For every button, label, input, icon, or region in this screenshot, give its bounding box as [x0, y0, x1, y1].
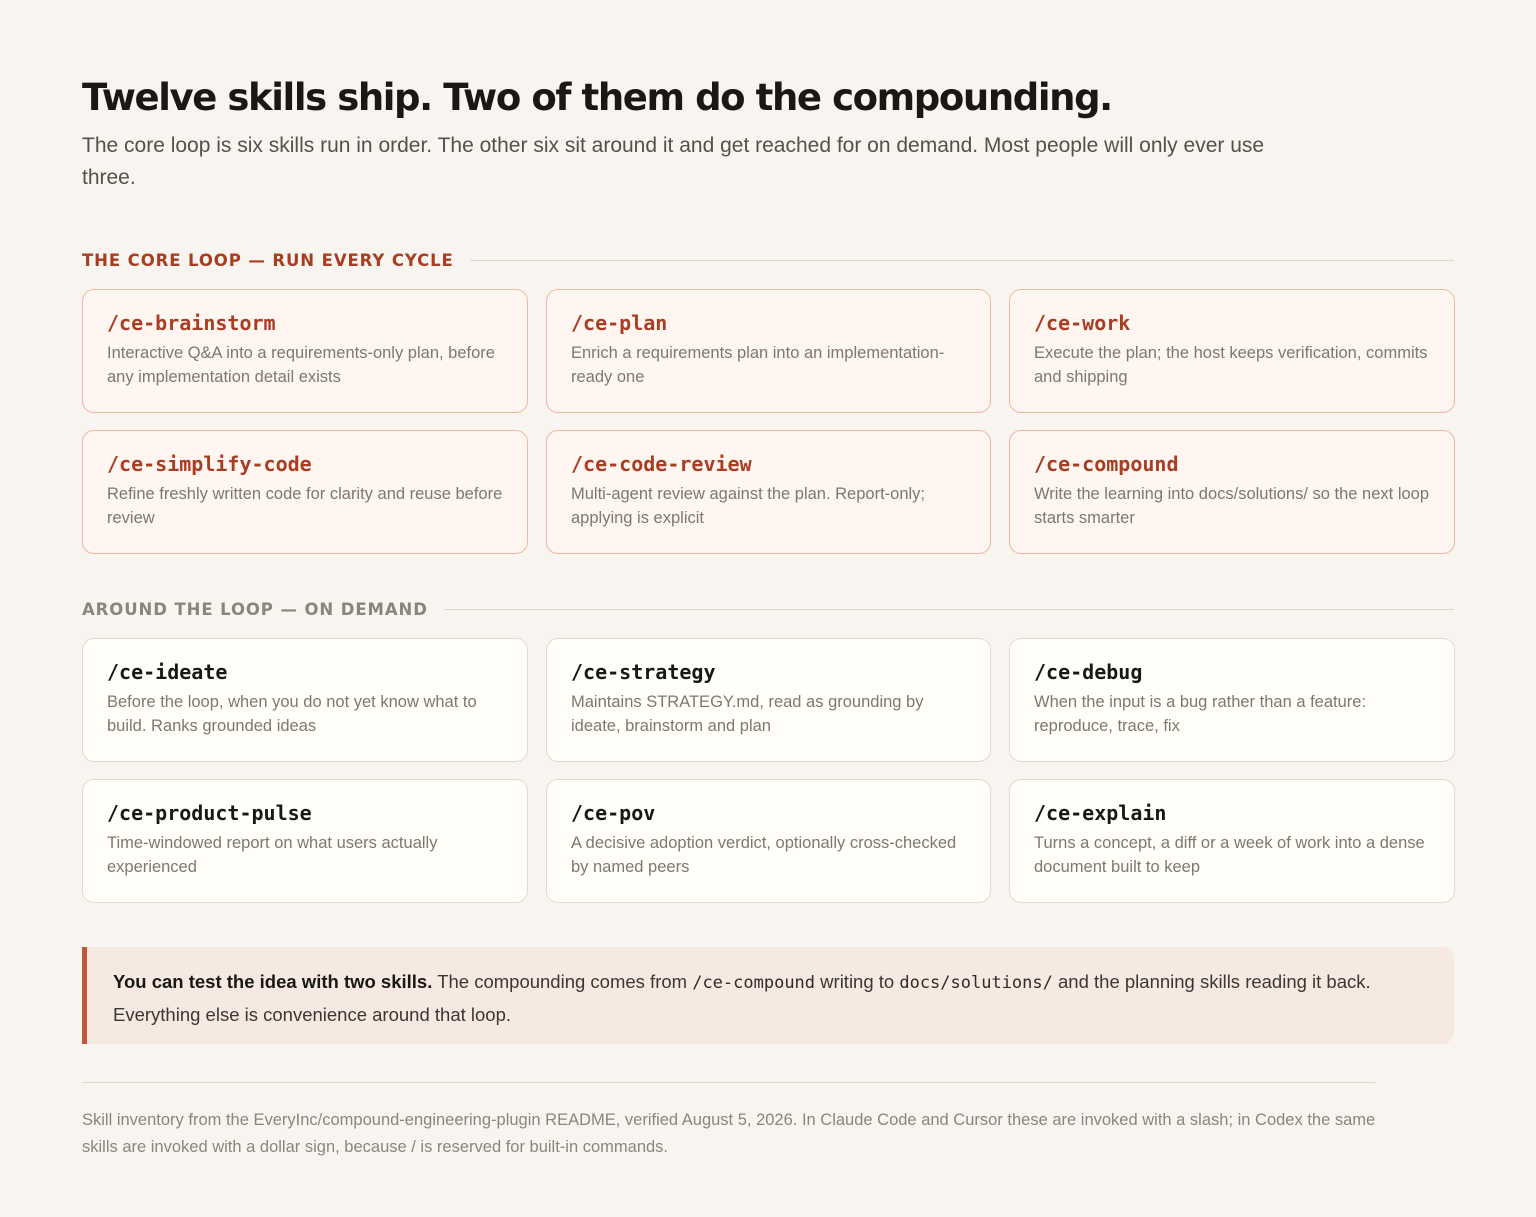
section-divider — [470, 260, 1454, 261]
callout-note — [82, 947, 1454, 1044]
around-loop-skill-grid — [82, 638, 1454, 903]
skill-name: /ce-simplify-code — [107, 452, 312, 476]
skill-name: /ce-ideate — [107, 660, 228, 684]
skill-card-ce-work — [1009, 289, 1455, 413]
skill-description: Turns a concept, a diff or a week of work into a dense document built to keep — [1034, 834, 1425, 876]
skill-name: /ce-pov — [571, 801, 656, 825]
skill-name: /ce-plan — [571, 311, 668, 335]
skill-card-ce-debug — [1009, 638, 1455, 762]
skill-card-ce-ideate — [82, 638, 528, 762]
skill-card-ce-strategy — [546, 638, 991, 762]
footer-divider — [82, 1082, 1375, 1083]
callout-text: The compounding comes from — [437, 971, 688, 992]
skill-description: Execute the plan; the host keeps verification, commits and shipping — [1034, 344, 1428, 386]
skill-description: Write the learning into docs/solutions/ so the next loop starts smarter — [1034, 485, 1430, 527]
callout-text: and the planning skills reading it back. Everything else is convenience around that loop. — [113, 971, 1371, 1025]
skill-name: /ce-work — [1034, 311, 1131, 335]
callout-code-compound: /ce-compound — [692, 973, 816, 993]
skill-card-ce-brainstorm — [82, 289, 528, 413]
skill-description: Multi-agent review against the plan. Report-only; applying is explicit — [571, 485, 926, 527]
core-loop-section-header — [82, 249, 1454, 271]
skill-card-ce-explain — [1009, 779, 1455, 903]
skill-name: /ce-product-pulse — [107, 801, 312, 825]
skill-description: Refine freshly written code for clarity and reuse before review — [107, 485, 503, 527]
around-loop-section-label: AROUND THE LOOP — ON DEMAND — [82, 599, 428, 619]
callout-lead: You can test the idea with two skills. — [113, 971, 433, 992]
skill-name: /ce-debug — [1034, 660, 1143, 684]
skill-name: /ce-compound — [1034, 452, 1179, 476]
section-divider — [444, 609, 1454, 610]
skill-description: When the input is a bug rather than a feature: reproduce, trace, fix — [1034, 693, 1367, 735]
skill-name: /ce-explain — [1034, 801, 1167, 825]
callout-code-solutions: docs/solutions/ — [899, 973, 1053, 993]
skill-description: Time-windowed report on what users actually experienced — [107, 834, 438, 876]
skill-name: /ce-code-review — [571, 452, 752, 476]
skill-name: /ce-strategy — [571, 660, 716, 684]
skill-card-ce-code-review — [546, 430, 991, 554]
skill-card-ce-plan — [546, 289, 991, 413]
core-loop-skill-grid — [82, 289, 1454, 554]
skill-card-ce-pov — [546, 779, 991, 903]
skill-description: Before the loop, when you do not yet know what to build. Ranks grounded ideas — [107, 693, 477, 735]
callout-text: writing to — [820, 971, 895, 992]
skill-description: Interactive Q&A into a requirements-only plan, before any implementation detail exists — [107, 344, 495, 386]
skill-name: /ce-brainstorm — [107, 311, 276, 335]
skill-description: Enrich a requirements plan into an implementation-ready one — [571, 344, 945, 386]
footer-note: Skill inventory from the EveryInc/compound-engineering-plugin README, verified August 5, 2026. In Claude Code and Cursor these are invoked with a slash; in Codex the same skills are invoked with a dollar sign, because / is reserved for built-in commands. — [82, 1111, 1376, 1156]
skill-description: Maintains STRATEGY.md, read as grounding by ideate, brainstorm and plan — [571, 693, 924, 735]
page-title: Twelve skills ship. Two of them do the compounding. — [82, 76, 1112, 119]
page-subtitle: The core loop is six skills run in order. The other six sit around it and get reached for on demand. Most people will only ever use three. — [82, 134, 1265, 189]
skill-card-ce-simplify-code — [82, 430, 528, 554]
core-loop-section-label: THE CORE LOOP — RUN EVERY CYCLE — [82, 250, 454, 270]
skill-card-ce-product-pulse — [82, 779, 528, 903]
skill-description: A decisive adoption verdict, optionally cross-checked by named peers — [571, 834, 957, 876]
skill-card-ce-compound — [1009, 430, 1455, 554]
around-loop-section-header — [82, 598, 1454, 620]
